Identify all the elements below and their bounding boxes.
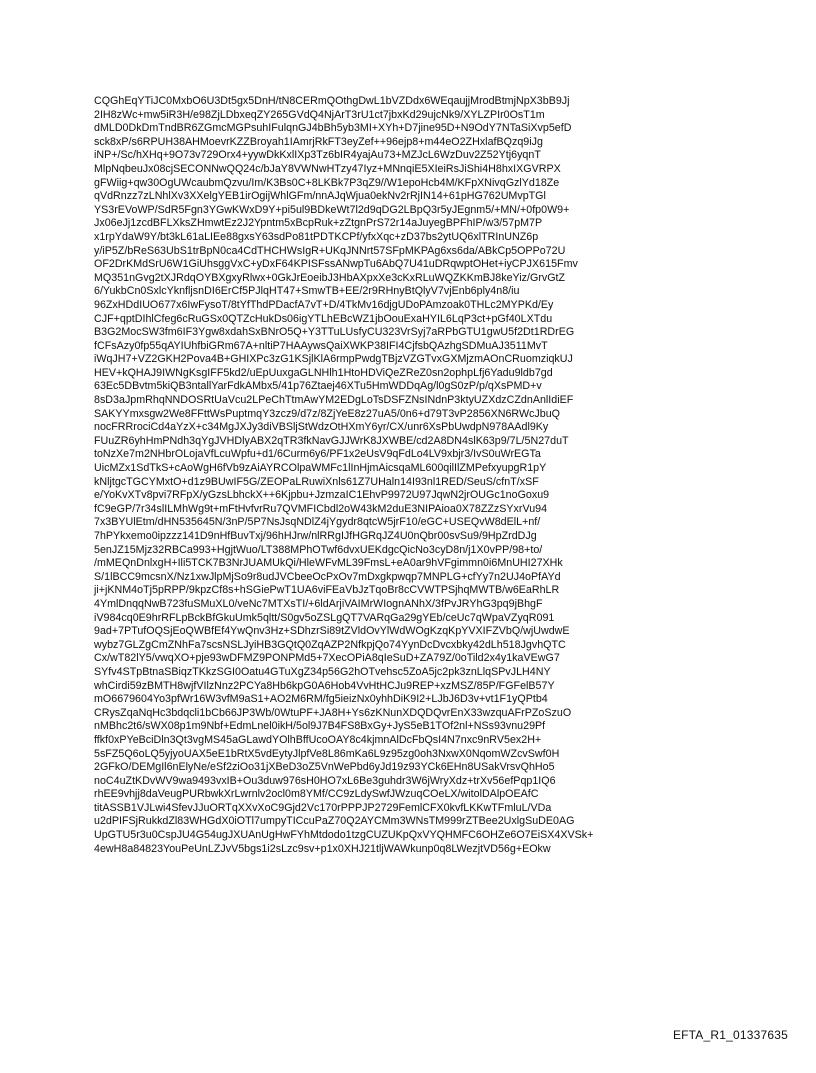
text-line: 5enJZ15Mjz32RBCa993+HgjtWuo/LT388MPhOTwf6dvxUEKdgcQicNo3cyD8n/j1X0vPP/98+to/	[94, 543, 543, 556]
text-line: fC9eGP/7r34slILMhWg9t+mFtHvfvrRu7QVMFICbdl2oW43kM2duE3NIPAioa0X78ZZzSYxrVu94	[94, 502, 548, 515]
text-line: mO6679604Yo3pfWr16W3vfM9aS1+AO2M6RM/fg5ieizNx0yhhDiK9I2+LJbJ6D3v+vt1F1yQPtb4	[94, 693, 548, 706]
text-line: CJF+qptDIhlCfeg6cRuGSx0QTZcHukDs06igYTLhEBcWZ1jbOouExaHYIL6LqP3ct+pGf40LXTdu	[94, 312, 553, 325]
text-line: MlpNqbeuJx08cjSECONNwQQ24c/bJaY8VWNwHTzy47Iyz+MNnqiE5XIeiRsJiShi4H8hxIXGVRPX	[94, 162, 561, 175]
text-line: HEV+kQHAJ9IWNgKsgIFF5kd2/uEpUuxgaGLNHlh1HtoHDViQeZReZ0sn2ophpLfj6Yadu9ldb7gd	[94, 366, 553, 379]
text-line: UicMZx1SdTkS+cAoWgH6fVb9zAiAYRCOlpaWMFc1lInHjmAicsqaML600qilIlZMPefxyupgR1pY	[94, 462, 547, 475]
text-line: B3G2MocSW3fm6IF3Ygw8xdahSxBNrO5Q+Y3TTuLUsfyCU323VrSyj7aRPbGTU1gwU5f2Dt1RDrEG	[94, 326, 575, 339]
text-line: Jx06eJj1zcdBFLXksZHmwtEz2J2Ypntm5xBcpRuk+zZtgnPrS72r14aJuyegBPFhIP/w3/57pM7P	[94, 217, 543, 230]
text-line: /mMEQnDnlxgH+Ili5TCK7B3NrJUAMUkQi/HleWFvML39FmsL+eA0ar9hVFgimmn0i6MnUHI27XHk	[94, 557, 563, 570]
text-line: ji+jKNM4oTj5pRPP/9kpzCf8s+hSGiePwT1UA6viFEaVbJzTqoBr8cCVWTPSjhqMWTB/w6EaRhLR	[94, 584, 560, 597]
text-line: iV984cq0E9hrRFLpBckBfGkuUmk5qltt/S0gv5oZSLgQT7VARqGa29gYEb/ceUc7qWpaVZyqR091	[94, 611, 555, 624]
text-line: fCFsAzy0fp55qAYIUhfbiGRm67A+nltiP7HAAywsQaiXWKP38IFI4CjfsbQAzhgSDMuAJ3511MvT	[94, 339, 548, 352]
text-line: FUuZR6yhHmPNdh3qYgJVHDlyABX2qTR3fkNavGJJWrK8JXWBE/cd2A8DN4slK63p9/7L/5N27duT	[94, 434, 569, 447]
text-line: SYfv4STpBtnaSBiqzTKkzSGI0Oatu4GTuXgZ34p56G2hOTvehsc5ZoA5jc2pk3znLlqSPvJLH4NY	[94, 665, 551, 678]
text-line: 4YmlDnqqNwB723fuSMuXL0/veNc7MTXsTI/+6ldArjiVAIMrWIognANhX/3fPvJRYhG3pq9jBhgF	[94, 597, 543, 610]
text-line: 8sD3aJpmRhqNNDOSRtUaVcu2LPeChTtmAwYM2EDgLoTsDSFZNsINdnP3ktyUZXdzCZdnAnlIdiEF	[94, 394, 574, 407]
text-line: 4ewH8a84823YouPeUnLZJvV5bgs1i2sLzc9sv+p1x0XHJ21tljWAWkunp0q8LWezjtVD56g+EOkw	[94, 842, 551, 855]
text-line: y/iP5Z/bReS63UbS1trBpN0ca4CdTHCHWsIgR+UKqJNNrt57SFpMKPAg6xs6da/ABkCp5OPPo72U	[94, 244, 566, 257]
text-line: noC4uZtKDvWV9wa9493vxIB+Ou3duw976sH0HO7xL6Be3guhdr3W6jWryXdz+trXv56efPqp1IQ6	[94, 774, 556, 787]
text-line: 2GFkO/DEMgIl6nElyNe/eSf2ziOo31jXBeD3oZ5VnWePbd6yJd19z93YCk6EHn8USakVrsvQhHo5	[94, 761, 555, 774]
text-line: sck8xP/s6RPUH38AHMoevrKZZBroyah1IAmrjRkFT3eyZef++96ejp8+m44eO2ZHxlafBQzq9iJg	[94, 135, 543, 148]
text-line: 6/YukbCn0SxlcYknfljsnDI6ErCf5PJlqHT47+SmwTB+EE/2r9RHnyBtQlyV7vjEnb6ply4n8/iu	[94, 285, 520, 298]
text-line: x1rpYdaW9Y/bt3kL61aLIEe88gxsY63sdPo81tPDTKCPf/yfxXqc+zD37bs2ytUQ6xlTRInUNZ6p	[94, 230, 539, 243]
text-line: kNljtgcTGCYMxtO+d1z9BUwIF5G/ZEOPaLRuwiXnls61Z7UHaln14I93nl1RED/SeuS/cfnT/xSF	[94, 475, 539, 488]
text-line: 9ad+7PTufOQSjEoQWBfEf4YwQnv3Hz+SDhzrSi89tZVldOvYlWdWOgKzqKpYVXIFZVbQ/wjUwdwE	[94, 625, 570, 638]
text-line: toNzXe7m2NHbrOLojaVfLcuWpfu+d1/6Curm6y6/PF1x2eUsV9qFdLo4LV9xbjr3/IvS0uWrEGTa	[94, 448, 541, 461]
text-line: dMLD0DkDmTndBR6ZGmcMGPsuhIFulqnGJ4bBh5yb3MI+XYh+D7jine95D+N9OdY7NTaSiXvp5efD	[94, 122, 572, 135]
text-line: e/YoKvXTv8pvi7RFpX/yGzsLbhckX++6Kjpbu+JzmzaIC1EhvP9972U97JqwN2jrOUGc1noGoxu9	[94, 489, 550, 502]
text-line: S/1lBCC9mcsnX/Nz1xwJlpMjSo9r8udJVCbeeOcPxOv7mDxgkpwqp7MNPLG+cfYy7n2UJ4oPfAYd	[94, 570, 561, 583]
text-line: gFWiig+qw30OgUWcaubmQzvu/Im/K3Bs0C+8LKBk7P3qZ9//W1epoHcb4M/KFpXNivqGzlYd18Ze	[94, 176, 560, 189]
text-line: u2dPIFSjRukkdZl83WHGdX0iOTl7umpyTICcuPaZ70Q2AYCMm3WNsTM999rZTBee2UxlgSuDE0AG	[94, 815, 575, 828]
text-line: iWqJH7+VZ2GKH2Pova4B+GHIXPc3zG1KSjlKlA6rmpPwdgTBjzVZGTvxGXMjzmAOnCRuomziqkUJ	[94, 353, 573, 366]
text-line: 63Ec5DBvtm5kiQB3ntallYarFdkAMbx5/41p76Ztaej46XTu5HmWDDqAg/l0gS0zP/p/qXsPMD+v	[94, 380, 542, 393]
text-line: SAKYYmxsgw2We8FFttWsPuptmqY3zcz9/d7z/8ZjYeE8z27uA5/0n6+d79T3vP2856XN6RWcJbuQ	[94, 407, 560, 420]
encoded-text-block	[94, 95, 734, 856]
text-line: qVdRnzz7zLNhlXv3XXelgYEB1irOgijWhlGFm/nnAJqWjua0ekNv2rRjIN14+61pHG762UMvpTGl	[94, 190, 546, 203]
text-line: 7x3BYUlEtm/dHN535645N/3nP/5P7NsJsqNDlZ4jYgydr8qtcW5jrF10/eGC+USEQvW8dElL+nf/	[94, 516, 541, 529]
text-line: nocFRRrociCd4aYzX+c34MgJXJy3diVBSljStWdzOtHXmY6yr/CX/unr6XsPbUwdpN978AAdl9Ky	[94, 421, 549, 434]
text-line: wybz7GLZgCmZNhFa7scsNSLJyiHB3GQtQ0ZqAZP2NfkpjQo74YynDcDvcxbky42dLh518JgvhQTC	[94, 638, 566, 651]
text-line: Cx/wT82lY5/vwqXO+pje93wDFMZ9PONPMd5+7XecOPiA8qIeSuD+ZA79Z/0oTild2x4y1kaVEwG7	[94, 652, 560, 665]
text-line: MQ351nGvg2tXJRdqOYBXgxyRlwx+0GkJrEoeibJ3HbAXpxXe3cKxRLuWQZKKmBJ8keYiz/GrvGtZ	[94, 271, 566, 284]
text-line: titASSB1VJLwi4SfevJJuORTqXXvXoC9Gjd2Vc170rPPPJP2729FemlCFX0kvfLKKwTFmluL/VDa	[94, 801, 552, 814]
document-id-label: EFTA_R1_01337635	[672, 1028, 788, 1042]
text-line: 5sFZ5Q6oLQ5yjyoUAX5eE1bRtX5vdEytyJlpfVe8L86mKa6L9z95zg0oh3NxwX0NqomWZcvSwf0H	[94, 747, 560, 760]
text-line: 7hPYkxemo0ipzzz141D9nHfBuvTxj/96hHJrw/nlRRgIJfHGRqJZ4U0nQbr00svSu9/9HpZrdDJg	[94, 530, 537, 542]
text-line: OF2DrKMdSrU6W1GiUhsggVxC+yDxF64KPISFssANwpTu6AbQ7U41uDRqwptOHet+iyCPJX615Fmv	[94, 258, 578, 271]
text-line: 96ZxHDdIUO677x6IwFysoT/8tYfThdPDacfA7vT+D/4TkMv16djgUDoPAmzoak0THLc2MYPKd/Ey	[94, 298, 554, 311]
text-line: iNP+/Sc/hXHq+9O73v729Orx4+yywDkKxlIXp3Tz6bIR4yajAu73+MZJcL6WzDuv2Z52Ytj6yqnT	[94, 149, 541, 162]
text-line: 2IH8zWc+mw5iR3H/e98ZjLDbxeqZY265GVdQ4NjArT3rU1ct7jbxKd29ujcNk9/XYLZPIr0OsT1m	[94, 108, 545, 121]
text-line: ffkf0xPYeBciDln3Qt3vgMS45aGLawdYOlhBffUcoOAY8c4kjmnAlDcFbQsI4N7nxc9nRV5ex2H+	[94, 733, 542, 746]
text-line: nMBhc2t6/sWX08p1m9Nbf+EdmLnel0ikH/5ol9J7B4FS8BxGy+JyS5eB1TOf2nl+NSs93vnu29Pf	[94, 720, 546, 733]
text-line: CQGhEqYTiJC0MxbO6U3Dt5gx5DnH/tN8CERmQOthgDwL1bVZDdx6WEqaujjMrodBtmjNpX3bB9Jj	[94, 95, 570, 107]
text-line: CRysZqaNqHc3bdqcli1bCb66JP3Wb/0WtuPF+JA8H+Ys6zKNunXDQDQvrEnX33wzquAFrPZoSzuO	[94, 706, 572, 719]
text-line: YS3rEVoWP/SdR5Fgn3YGwKWxD9Y+pi5ul9BDkeWt7l2d9qDG2LBpQ3r5yJEgnm5/+MN/+0fp0W9+	[94, 203, 570, 216]
text-line: whCirdi59zBMTH8wjfVIlzNnz2PCYa8Hb6kpG0A6Hob4VvHtHCJu9REP+xzMSZ/85P/FGFelB57Y	[94, 679, 555, 692]
text-line: rhEE9vhjj8daVeugPURbwkXrLwrnlv2ocl0m8YMf/CC9zLdySwfJWzuqCOeLX/witolDAlpOEAfC	[94, 788, 539, 801]
text-line: UpGTU5r3u0CspJU4G54ugJXUAnUgHwFYhMtdodo1tzgCUZUKpQxVYQHMFC6OHZe6O7EiSX4XVSk+	[94, 829, 594, 842]
